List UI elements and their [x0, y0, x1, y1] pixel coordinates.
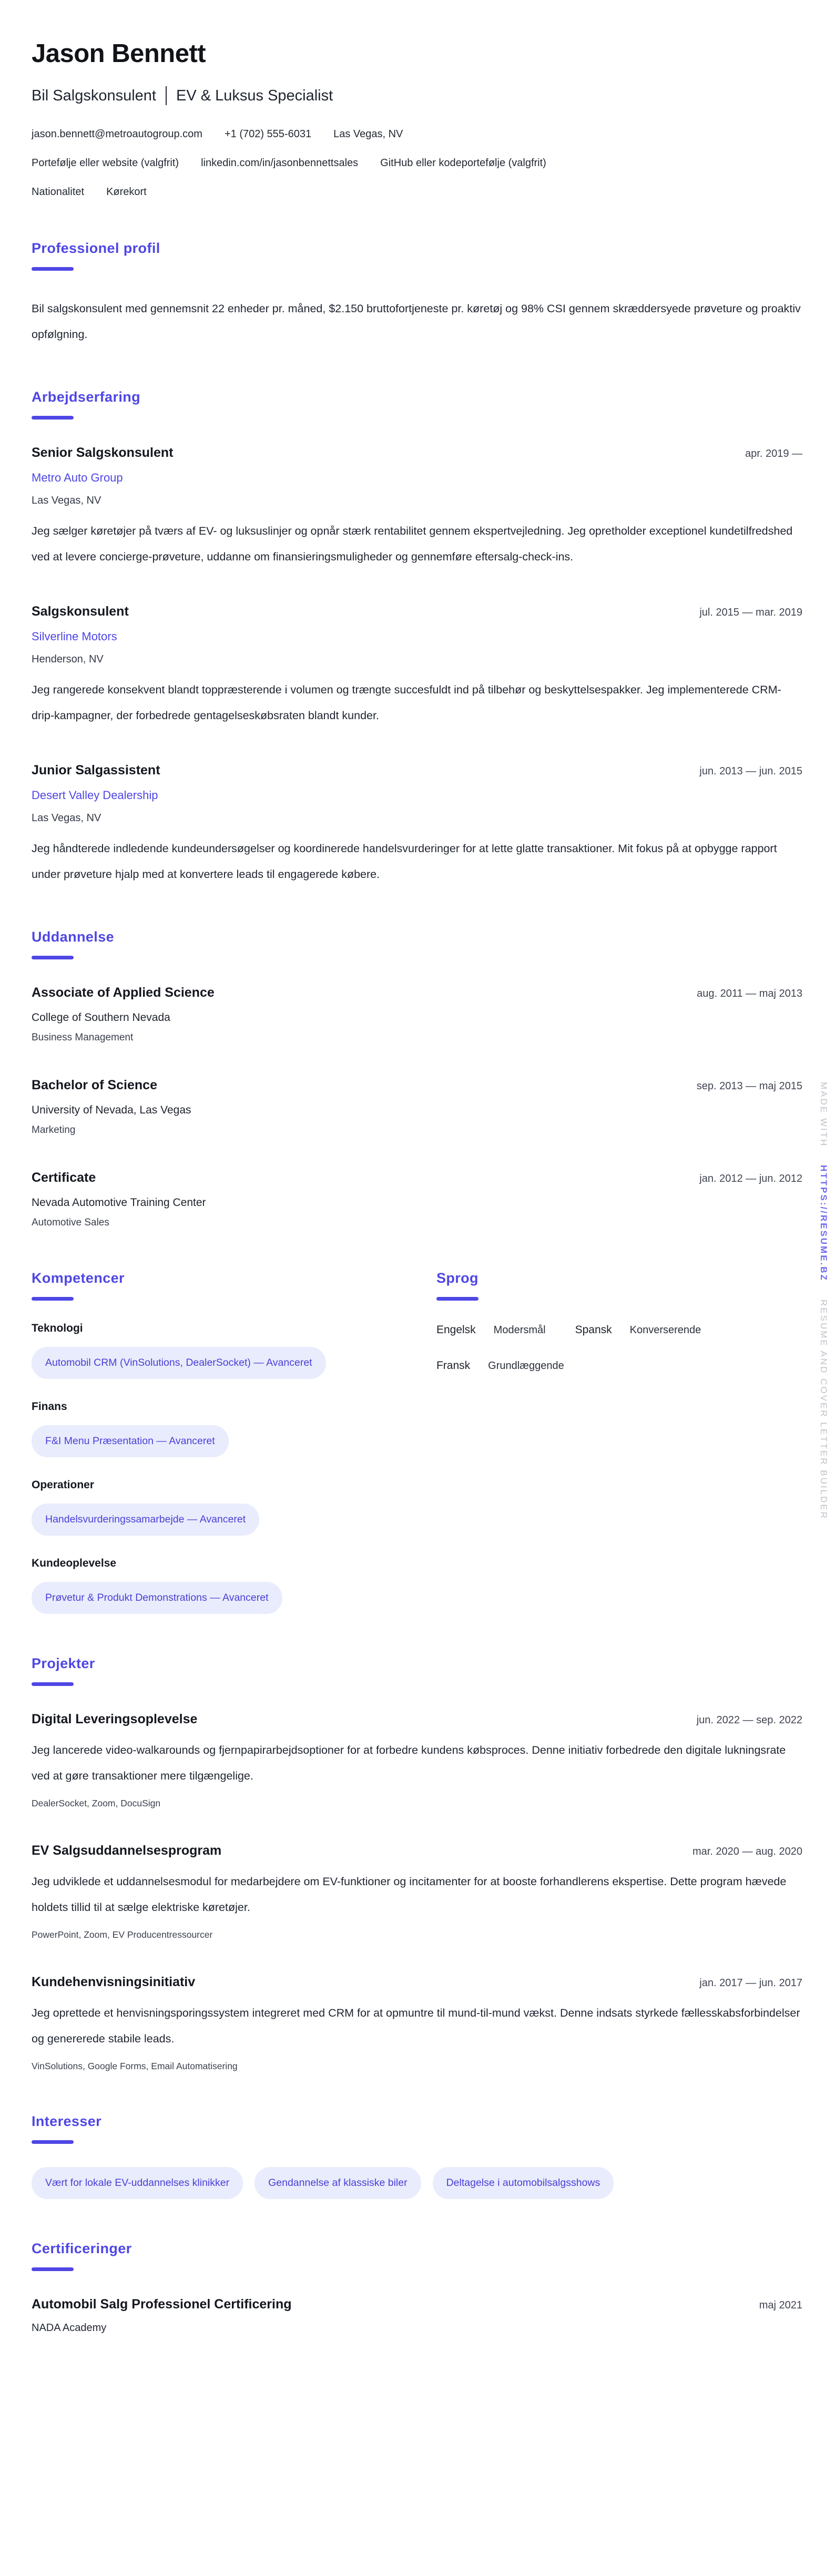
language-name: Spansk	[575, 1324, 612, 1336]
education-entry-head	[32, 1077, 802, 1094]
email-value[interactable]: jason.bennett@metroautogroup.com	[32, 128, 202, 140]
project-dates: mar. 2020 — aug. 2020	[692, 1846, 802, 1857]
skill-category: Teknologi	[32, 1322, 83, 1334]
heading-underline	[32, 956, 74, 959]
project-dates: jun. 2022 — sep. 2022	[696, 1714, 802, 1726]
school-name: Nevada Automotive Training Center	[32, 1197, 206, 1209]
skill-group	[32, 1478, 405, 1536]
job-description: Jeg sælger køretøjer på tværs af EV- og luksuslinjer og opnår stærk rentabilitet gennem ekspertvejledning. Jeg opretholder exceptionel kundetilfredshed ved at levere concierge-prøveture, uddanne om finansieringsmuligheder og gennemføre eftersalg-check-ins.	[32, 525, 793, 563]
job-description: Jeg håndterede indledende kundeundersøgelser og koordinerede handelsvurderinger for at lette glatte transaktioner. Mit fokus på at opbygge rapport under prøveture hjalp med at konvertere leads til engagerede købere.	[32, 842, 777, 881]
education-list	[32, 985, 802, 1229]
school-name: College of Southern Nevada	[32, 1011, 170, 1024]
job-entry-head	[32, 604, 802, 620]
certification-issuer: NADA Academy	[32, 2322, 107, 2334]
project-description: Jeg udviklede et uddannelsesmodul for medarbejdere om EV-funktioner og incitamenter for at booste forhandlerens ekspertise. Dette program hævede holdets tillid til at sælge elektriske køretøjer.	[32, 1875, 787, 1914]
heading-underline	[32, 416, 74, 420]
job-location: Las Vegas, NV	[32, 812, 101, 824]
education-dates: sep. 2013 — maj 2015	[696, 1080, 802, 1092]
job-entry	[32, 604, 802, 729]
job-company-link[interactable]: Desert Valley Dealership	[32, 789, 158, 802]
field-of-study: Marketing	[32, 1125, 76, 1136]
language-list	[436, 1324, 802, 1372]
skill-category: Finans	[32, 1401, 67, 1413]
contact-info	[32, 127, 802, 199]
interest-pills	[32, 2167, 802, 2199]
certification-list	[32, 2296, 802, 2334]
nationality-placeholder: Nationalitet	[32, 186, 85, 198]
language-level: Grundlæggende	[488, 1360, 564, 1372]
interest-pill: Deltagelse i automobilsalgsshows	[433, 2167, 614, 2199]
project-description: Jeg lancerede video-walkarounds og fjernpapirarbejdsoptioner for at forbedre kundens købsproces. Denne initiativ forbedrede den digitale lukningsrate ved at gøre transaktioner mere tilgængelige.	[32, 1744, 786, 1782]
education-dates: jan. 2012 — jun. 2012	[699, 1173, 802, 1184]
resume-header	[32, 39, 802, 199]
project-description: Jeg oprettede et henvisningsporingssystem integreret med CRM for at opmuntre til mund-til-mund vækst. Denne indsats styrkede fællesskabsforbindelser og genererede stabile leads.	[32, 2007, 800, 2045]
contact-row-1	[32, 127, 802, 141]
heading-underline	[32, 2140, 74, 2144]
portfolio-placeholder: Portefølje eller website (valgfrit)	[32, 157, 179, 169]
job-entry	[32, 445, 802, 570]
skill-group	[32, 1557, 405, 1614]
degree-title: Associate of Applied Science	[32, 985, 215, 1000]
project-tech: PowerPoint, Zoom, EV Producentressourcer	[32, 1929, 213, 1940]
candidate-title-right: EV & Luksus Specialist	[176, 87, 333, 104]
skill-category: Operationer	[32, 1479, 95, 1491]
candidate-title	[32, 86, 802, 105]
job-location: Henderson, NV	[32, 653, 104, 665]
job-title: Senior Salgskonsulent	[32, 445, 174, 460]
skill-pill: Prøvetur & Produkt Demonstrations — Avanceret	[32, 1582, 282, 1614]
experience-list	[32, 445, 802, 887]
language-item	[575, 1324, 701, 1336]
job-entry-head	[32, 445, 802, 462]
skills-heading: Kompetencer	[32, 1270, 125, 1286]
degree-title: Bachelor of Science	[32, 1078, 157, 1092]
phone-value: +1 (702) 555-6031	[224, 128, 312, 140]
job-dates: apr. 2019 —	[745, 448, 802, 459]
interest-pill: Vært for lokale EV-uddannelses klinikker	[32, 2167, 243, 2199]
project-entry	[32, 1711, 802, 1809]
heading-underline	[32, 267, 74, 271]
interest-pill: Gendannelse af klassiske biler	[254, 2167, 421, 2199]
education-entry	[32, 1170, 802, 1229]
experience-heading: Arbejdserfaring	[32, 389, 141, 405]
location-value: Las Vegas, NV	[333, 128, 403, 140]
profile-heading: Professionel profil	[32, 240, 160, 256]
job-company-link[interactable]: Silverline Motors	[32, 630, 117, 643]
candidate-name: Jason Bennett	[32, 39, 206, 68]
field-of-study: Automotive Sales	[32, 1217, 109, 1228]
language-name: Fransk	[436, 1359, 471, 1372]
certification-entry-head	[32, 2296, 802, 2313]
language-level: Modersmål	[493, 1324, 546, 1336]
heading-underline	[32, 2267, 74, 2271]
job-description: Jeg rangerede konsekvent blandt toppræsterende i volumen og trængte succesfuldt ind på tilbehør og beskyttelsespakker. Jeg implementerede CRM-drip-kampagner, der forbedrede gentagelseskøbsraten blandt kunder.	[32, 683, 781, 722]
job-entry-head	[32, 762, 802, 779]
project-title: Digital Leveringsoplevelse	[32, 1712, 198, 1726]
education-entry-head	[32, 1170, 802, 1187]
heading-underline	[32, 1297, 74, 1301]
language-level: Konverserende	[629, 1324, 701, 1336]
watermark-suffix: RESUME AND COVER LETTER BUILDER	[819, 1299, 829, 1520]
education-entry	[32, 985, 802, 1044]
certification-entry	[32, 2296, 802, 2334]
skill-group	[32, 1322, 405, 1379]
project-title: EV Salgsuddannelsesprogram	[32, 1843, 222, 1858]
job-dates: jun. 2013 — jun. 2015	[699, 765, 802, 777]
skill-pill: F&I Menu Præsentation — Avanceret	[32, 1425, 229, 1457]
school-name: University of Nevada, Las Vegas	[32, 1104, 191, 1116]
profile-summary: Bil salgskonsulent med gennemsnit 22 enheder pr. måned, $2.150 bruttofortjeneste pr. køretøj og 98% CSI gennem skræddersyede prøveture og proaktiv opfølgning.	[32, 302, 801, 341]
project-entry-head	[32, 1974, 802, 1991]
github-placeholder: GitHub eller kodeportefølje (valgfrit)	[380, 157, 546, 169]
section-projects	[32, 1655, 802, 2072]
candidate-title-left: Bil Salgskonsulent	[32, 87, 156, 104]
license-placeholder: Kørekort	[106, 186, 147, 198]
linkedin-value[interactable]: linkedin.com/in/jasonbennettsales	[201, 157, 359, 169]
certifications-heading: Certificeringer	[32, 2241, 132, 2256]
project-tech: DealerSocket, Zoom, DocuSign	[32, 1798, 161, 1808]
title-separator	[166, 86, 167, 105]
section-profile	[32, 240, 802, 347]
skills-column	[32, 1270, 405, 1614]
watermark-url: HTTPS://RESUME.BZ	[819, 1165, 829, 1282]
heading-underline	[436, 1297, 478, 1301]
degree-title: Certificate	[32, 1170, 96, 1185]
education-entry	[32, 1077, 802, 1136]
contact-row-2	[32, 156, 802, 170]
resume-bz-watermark-link[interactable]	[818, 1082, 829, 1520]
section-interests	[32, 2113, 802, 2199]
job-company-link[interactable]: Metro Auto Group	[32, 471, 123, 484]
skill-group	[32, 1400, 405, 1457]
project-entry	[32, 1974, 802, 2072]
watermark-prefix: MADE WITH	[819, 1082, 829, 1148]
interests-heading: Interesser	[32, 2113, 102, 2129]
certification-date: maj 2021	[759, 2299, 802, 2311]
education-entry-head	[32, 985, 802, 1001]
project-entry-head	[32, 1843, 802, 1859]
project-title: Kundehenvisningsinitiativ	[32, 1975, 196, 1989]
skill-pill: Handelsvurderingssamarbejde — Avanceret	[32, 1504, 259, 1536]
language-item	[436, 1324, 546, 1336]
certification-title: Automobil Salg Professionel Certificering	[32, 2297, 292, 2312]
language-name: Engelsk	[436, 1324, 476, 1336]
skill-category: Kundeoplevelse	[32, 1557, 117, 1569]
projects-heading: Projekter	[32, 1655, 95, 1671]
skill-pill: Automobil CRM (VinSolutions, DealerSocket) — Avanceret	[32, 1347, 326, 1379]
project-entry	[32, 1843, 802, 1940]
projects-list	[32, 1711, 802, 2072]
job-location: Las Vegas, NV	[32, 495, 101, 506]
field-of-study: Business Management	[32, 1032, 134, 1043]
section-certifications	[32, 2240, 802, 2334]
section-experience	[32, 389, 802, 887]
section-education	[32, 928, 802, 1229]
project-entry-head	[32, 1711, 802, 1728]
job-title: Junior Salgassistent	[32, 763, 160, 778]
education-dates: aug. 2011 — maj 2013	[697, 988, 802, 999]
languages-column	[436, 1270, 802, 1614]
project-tech: VinSolutions, Google Forms, Email Automatisering	[32, 2061, 238, 2071]
languages-heading: Sprog	[436, 1270, 478, 1286]
job-entry	[32, 762, 802, 887]
language-item	[436, 1359, 564, 1372]
heading-underline	[32, 1682, 74, 1686]
project-dates: jan. 2017 — jun. 2017	[699, 1977, 802, 1989]
job-dates: jul. 2015 — mar. 2019	[699, 607, 802, 618]
section-skills-languages	[32, 1270, 802, 1614]
job-title: Salgskonsulent	[32, 604, 129, 619]
education-heading: Uddannelse	[32, 929, 115, 945]
contact-row-3	[32, 185, 802, 199]
